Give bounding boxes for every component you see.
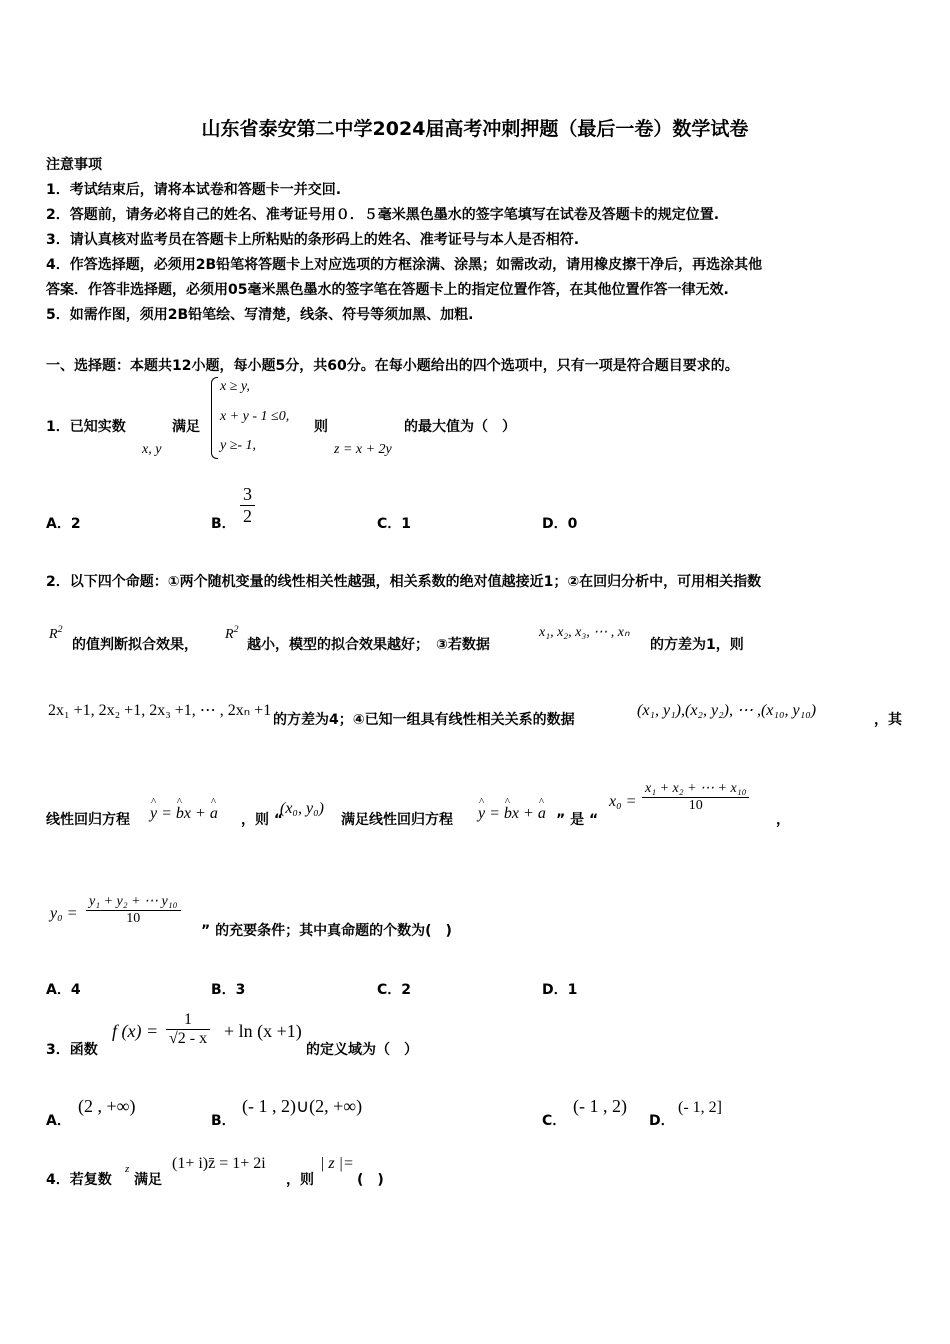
regression-equation-1: ^ y = ^ bx + ^ a (150, 805, 218, 823)
option-label: A． (46, 982, 71, 998)
q2-option-b[interactable] (211, 979, 245, 999)
q1-option-b-label[interactable]: B． (211, 516, 236, 532)
q2-text-9: ” 是 “ (556, 812, 599, 828)
q2-r2 (49, 624, 63, 643)
q3-fraction (166, 1011, 210, 1048)
r-symbol: R (49, 627, 58, 642)
q3-option-d-value: (- 1, 2] (678, 1099, 722, 1116)
fraction-denominator: 10 (688, 798, 703, 813)
q3-suffix: 的定义域为（ ） (306, 1042, 418, 1058)
q2-text-4: 的方差为4；④已知一组具有线性相关关系的数据 (273, 712, 575, 728)
q3-option-a-label[interactable]: A． (46, 1113, 71, 1129)
fraction-numerator: 1 (166, 1011, 210, 1030)
notice-item: 5．如需作图，须用2B铅笔绘、写清楚，线条、符号等须加黑、加粗. (46, 307, 474, 323)
option-label: D． (542, 982, 568, 998)
option-value: 0 (567, 516, 578, 532)
q1-satisfy: 满足 (172, 419, 200, 435)
notice-item: 3．请认真核对监考员在答题卡上所粘贴的条形码上的姓名、准考证号与本人是否相符. (46, 232, 580, 248)
q2-option-c[interactable] (377, 979, 411, 999)
q2-data-1: x₁, x₂, x₃, ⋯ , xₙ (539, 625, 630, 640)
q1-vars: x, y (142, 442, 162, 457)
q1-constraint-2: x + y - 1 ≤0, (220, 409, 290, 424)
notice-item: 1．考试结束后，请将本试卷和答题卡一并交回. (46, 182, 342, 198)
section-heading: 一、选择题：本题共12小题，每小题5分，共60分。在每小题给出的四个选项中，只有一项是符合题目要求的。 (46, 358, 739, 374)
option-value: 3 (235, 982, 246, 998)
q2-text-11: ” 的充要条件；其中真命题的个数为( ) (201, 923, 452, 939)
q3-option-c-value: (- 1 , 2) (573, 1096, 627, 1116)
q2-text-6: 线性回归方程 (46, 812, 130, 828)
r-exponent: 2 (57, 624, 63, 635)
x0-fraction (642, 780, 749, 814)
fraction-denominator: 10 (126, 911, 141, 926)
option-label: C． (377, 516, 402, 532)
option-value: 2 (401, 982, 412, 998)
q1-option-c[interactable] (377, 513, 411, 533)
option-value: 1 (567, 982, 578, 998)
q2-text-5: ，其 (874, 712, 902, 728)
q2-point: (x₀, y₀) (280, 800, 324, 817)
notice-item: 2．答题前，请务必将自己的姓名、准考证号用０．５毫米黑色墨水的签字笔填写在试卷及答题卡的规定位置. (46, 207, 720, 223)
q3-log-term: + ln (x +1) (224, 1021, 302, 1041)
q3-prefix: 3．函数 (46, 1042, 98, 1058)
q4-equation: (1+ i)z̄ = 1+ 2i (172, 1155, 266, 1172)
notice-heading: 注意事项 (46, 157, 102, 173)
q1-option-d[interactable] (542, 513, 577, 533)
q2-line1: 2．以下四个命题：①两个随机变量的线性相关性越强，相关系数的绝对值越接近1；②在回归分析中，可用相关指数 (46, 574, 762, 590)
page-title: 山东省泰安第二中学2024届高考冲刺押题（最后一卷）数学试卷 (201, 118, 749, 140)
y0-lhs: y₀ = (50, 905, 78, 922)
q2-option-d[interactable] (542, 979, 577, 999)
q1-then: 则 (314, 419, 328, 435)
q3-option-d-label[interactable]: D． (649, 1113, 675, 1129)
option-label: C． (377, 982, 402, 998)
fraction-numerator: 3 (240, 484, 255, 506)
y0-fraction (86, 893, 181, 927)
option-label: B． (211, 982, 236, 998)
q4-then: ，则 (286, 1172, 314, 1188)
q3-option-b-label[interactable]: B． (211, 1113, 236, 1129)
q1-option-a[interactable] (46, 513, 81, 533)
q4-prefix: 4．若复数 (46, 1172, 112, 1188)
q1-objective: z = x + 2y (334, 442, 392, 457)
option-label: D． (542, 516, 568, 532)
q3-option-c-label[interactable]: C． (542, 1113, 567, 1129)
notice-item: 4．作答选择题，必须用2B铅笔将答题卡上对应选项的方框涂满、涂黑；如需改动，请用橡皮擦干净后，再选涂其他 (46, 257, 763, 273)
fraction-denominator: √2 - x (169, 1030, 208, 1047)
q2-text-1: 的值判断拟合效果， (72, 637, 198, 653)
system-brace (211, 377, 218, 459)
q2-r2-b: $R^2$ (225, 624, 239, 642)
q3-option-b-value: (- 1 , 2)∪(2, +∞) (242, 1096, 363, 1116)
q2-text-7: ，则 “ (241, 812, 284, 828)
q4-satisfy: 满足 (134, 1172, 162, 1188)
option-label: A． (46, 516, 71, 532)
q2-data-2: 2x₁ +1, 2x₂ +1, 2x₃ +1, ⋯ , 2xₙ +1 (48, 702, 272, 719)
q1-constraint-1: x ≥ y, (220, 379, 250, 394)
q2-option-a[interactable] (46, 979, 81, 999)
option-value: 1 (401, 516, 412, 532)
fraction-numerator: x₁ + x₂ + ⋯ + x₁₀ (642, 780, 749, 798)
q3-function-name: f (x) = (112, 1021, 159, 1041)
q2-text-2: 越小，模型的拟合效果越好； ③若数据 (247, 637, 490, 653)
q4-z: z (125, 1163, 130, 1175)
option-value: 2 (70, 516, 81, 532)
q1-prefix: 1．已知实数 (46, 419, 126, 435)
x0-lhs: x₀ = (609, 793, 637, 810)
q1-constraint-3: y ≥- 1, (220, 438, 257, 453)
notice-item: 答案．作答非选择题，必须用05毫米黑色墨水的签字笔在答题卡上的指定位置作答，在其他位置作答一律无效. (46, 282, 729, 298)
q4-suffix: ( ) (357, 1172, 384, 1188)
q1-suffix: 的最大值为（ ） (404, 419, 516, 435)
q2-text-3: 的方差为1，则 (650, 637, 744, 653)
q2-text-10: ， (776, 812, 790, 828)
q1-option-b-fraction (240, 484, 255, 527)
q3-option-a-value: (2 , +∞) (78, 1096, 136, 1116)
q2-pairs: (x₁, y₁),(x₂, y₂), ⋯ ,(x₁₀, y₁₀) (637, 702, 817, 719)
fraction-denominator: 2 (243, 506, 252, 526)
q4-modulus: | z |= (320, 1155, 354, 1172)
q2-text-8: 满足线性回归方程 (341, 812, 453, 828)
regression-equation-2: ^ y = ^ bx + ^ a (478, 805, 546, 823)
fraction-numerator: y₁ + y₂ + ⋯ y₁₀ (86, 893, 181, 911)
option-value: 4 (70, 982, 81, 998)
